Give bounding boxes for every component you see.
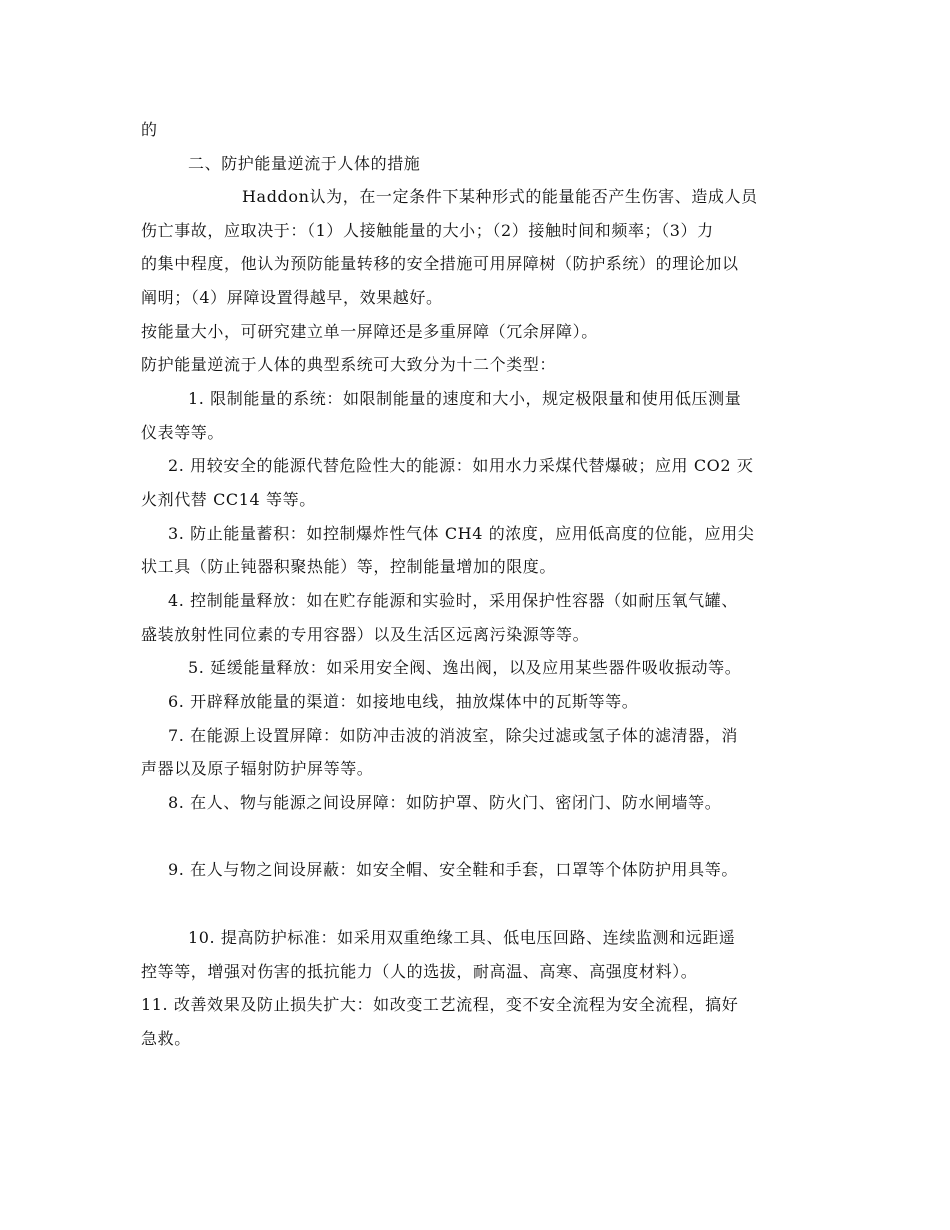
list-item: 4. 控制能量释放：如在贮存能源和实验时，采用保护性容器（如耐压氧气罐、 <box>168 591 738 610</box>
text-line: 急救。 <box>141 1029 191 1048</box>
section-heading: 二、防护能量逆流于人体的措施 <box>188 154 421 173</box>
list-item: 6. 开辟释放能量的渠道：如接地电线，抽放煤体中的瓦斯等等。 <box>168 692 639 711</box>
text-line: 盛装放射性同位素的专用容器）以及生活区远离污染源等等。 <box>141 625 590 644</box>
list-item: 7. 在能源上设置屏障：如防冲击波的消波室，除尖过滤或氢子体的滤清器，消 <box>168 726 738 745</box>
list-item: 10. 提高防护标准：如采用双重绝缘工具、低电压回路、连续监测和远距遥 <box>188 928 736 947</box>
text-line: 火剂代替 CC14 等等。 <box>141 490 316 509</box>
text-line: 阐明；（4）屏障设置得越早，效果越好。 <box>141 288 443 307</box>
text-line: 的集中程度，他认为预防能量转移的安全措施可用屏障树（防护系统）的理论加以 <box>141 254 739 273</box>
list-item: 11. 改善效果及防止损失扩大：如改变工艺流程，变不安全流程为安全流程，搞好 <box>141 995 739 1014</box>
text-line: 伤亡事故，应取决于：（1）人接触能量的大小；（2）接触时间和频率；（3）力 <box>141 221 714 240</box>
text-line: 的 <box>141 120 158 139</box>
text-line: 控等等，增强对伤害的抵抗能力（人的选拔，耐高温、高寒、高强度材料）。 <box>141 962 698 981</box>
list-item: 1. 限制能量的系统：如限制能量的速度和大小，规定极限量和使用低压测量 <box>188 389 742 408</box>
text-line: 状工具（防止钝器积聚热能）等，控制能量增加的限度。 <box>141 557 557 576</box>
text-line: 按能量大小，可研究建立单一屏障还是多重屏障（冗余屏障）。 <box>141 322 598 341</box>
list-item: 9. 在人与物之间设屏蔽：如安全帽、安全鞋和手套，口罩等个体防护用具等。 <box>168 860 738 879</box>
list-item: 8. 在人、物与能源之间设屏障：如防护罩、防火门、密闭门、防水闸墙等。 <box>168 793 722 812</box>
text-line: Haddon认为，在一定条件下某种形式的能量能否产生伤害、造成人员 <box>242 187 758 206</box>
text-line: 仪表等等。 <box>141 423 225 442</box>
text-line: 防护能量逆流于人体的典型系统可大致分为十二个类型： <box>141 355 557 374</box>
list-item: 3. 防止能量蓄积：如控制爆炸性气体 CH4 的浓度，应用低高度的位能，应用尖 <box>168 524 755 543</box>
text-line: 声器以及原子辐射防护屏等等。 <box>141 759 374 778</box>
list-item: 5. 延缓能量释放：如采用安全阀、逸出阀，以及应用某些器件吸收振动等。 <box>188 658 742 677</box>
list-item: 2. 用较安全的能源代替危险性大的能源：如用水力采煤代替爆破；应用 CO2 灭 <box>168 456 754 475</box>
